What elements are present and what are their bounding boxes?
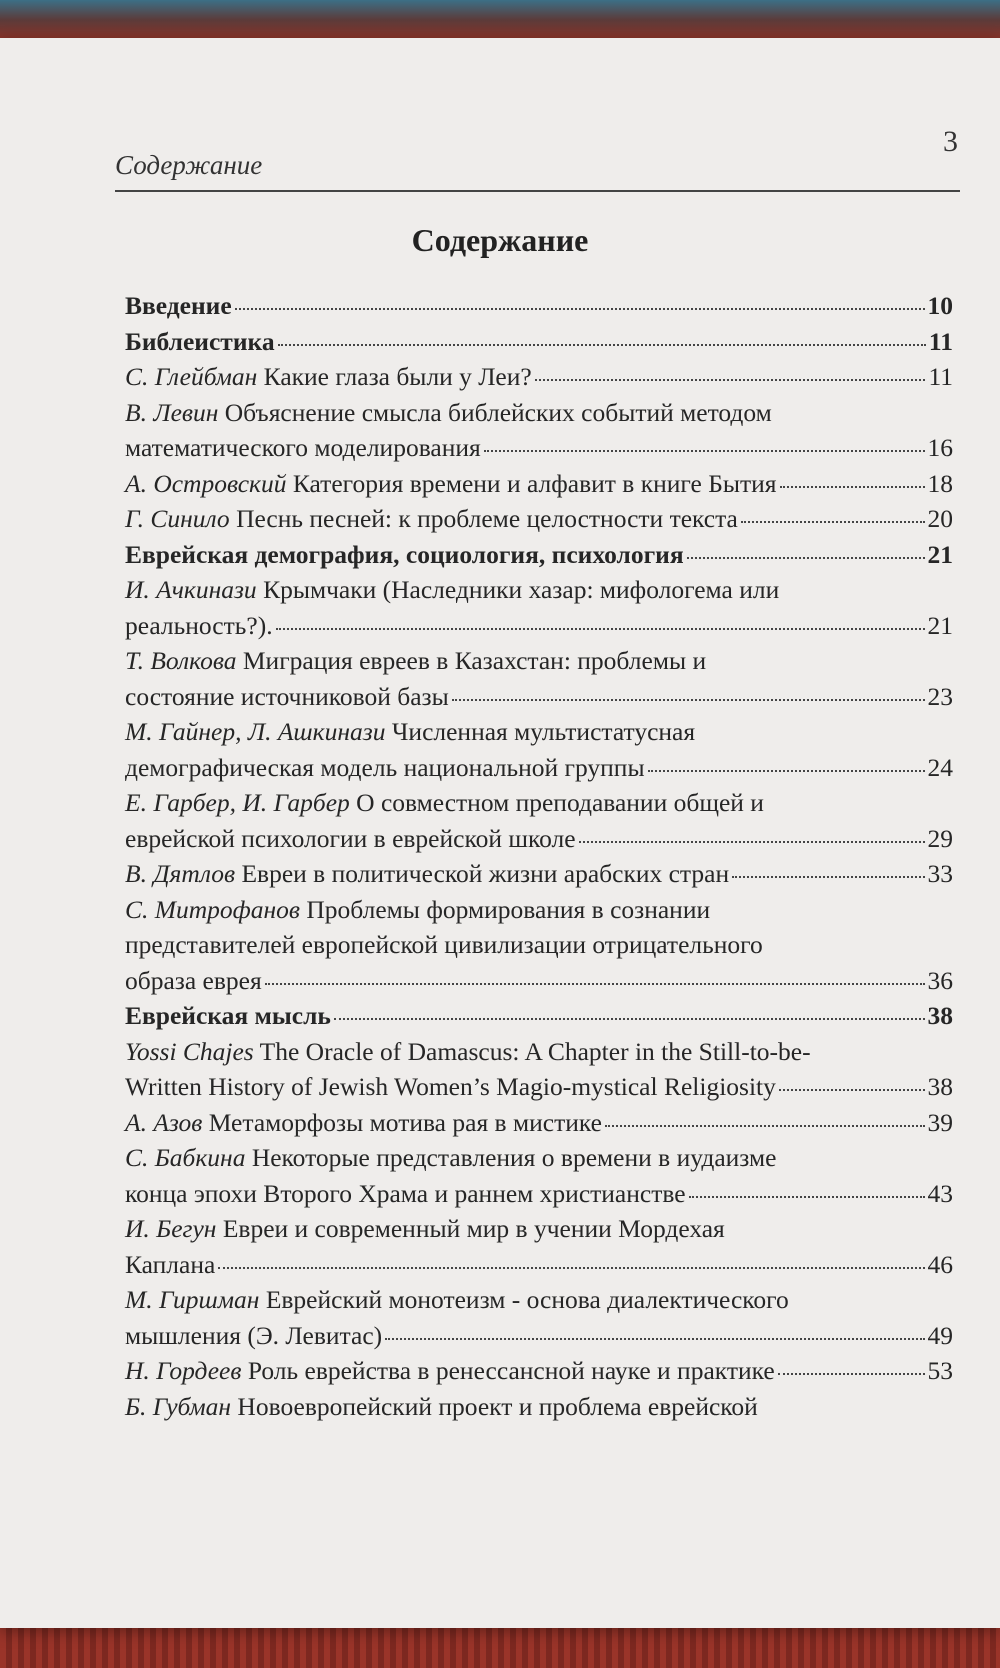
entry-page-number: 39 — [927, 1107, 953, 1137]
entry-title: Численная мультистатусная — [391, 717, 696, 746]
dot-leader — [484, 450, 925, 452]
toc-line — [125, 750, 953, 786]
toc-line-text — [125, 359, 532, 395]
toc-line — [125, 927, 953, 963]
dot-leader — [687, 557, 925, 559]
entry-title: Еврейская демография, социология, психология — [125, 539, 684, 569]
entry-title: реальность?). — [125, 610, 273, 640]
entry-title: Еврейский монотеизм - основа диалектического — [265, 1285, 789, 1314]
toc-line — [125, 537, 953, 573]
entry-title: конца эпохи Второго Храма и раннем христианстве — [125, 1178, 686, 1208]
entry-title: Проблемы формирования в сознании — [306, 894, 711, 924]
author-name: И. Ачкинази — [125, 575, 257, 604]
entry-page-number: 29 — [927, 823, 953, 853]
toc-line — [125, 785, 953, 821]
toc-line-text — [125, 537, 684, 573]
author-name: Н. Гордеев — [125, 1356, 242, 1385]
author-name: С. Митрофанов — [125, 894, 300, 924]
author-name: С. Глейбман — [125, 362, 258, 391]
toc-line — [125, 608, 953, 644]
dot-leader — [265, 983, 925, 985]
toc-line-text — [125, 1105, 602, 1141]
entry-title: Метаморфозы мотива рая в мистике — [208, 1107, 602, 1137]
entry-title: мышления (Э. Левитас) — [125, 1320, 383, 1350]
entry-title: Библеистика — [125, 326, 275, 356]
toc-entry — [125, 501, 953, 537]
dot-leader — [780, 486, 925, 488]
entry-page-number: 38 — [927, 1072, 953, 1101]
dot-leader — [218, 1267, 924, 1269]
entry-title: Введение — [125, 291, 232, 320]
toc-entry — [125, 466, 953, 502]
toc-line — [125, 1318, 953, 1354]
page-number: 3 — [943, 125, 958, 158]
author-name: Т. Волкова — [125, 646, 237, 675]
entry-title: Объяснение смысла библейских событий методом — [224, 397, 772, 427]
entry-title: Еврейская мысль — [125, 1001, 331, 1030]
header-rule — [115, 190, 960, 192]
entry-title: Written History of Jewish Women’s Magio-mystical Religiosity — [125, 1072, 776, 1101]
entry-page-number: 18 — [927, 468, 953, 498]
toc-line — [125, 679, 953, 715]
dot-leader — [535, 379, 926, 381]
toc-line — [125, 1353, 953, 1389]
dot-leader — [385, 1338, 924, 1340]
dot-leader — [579, 841, 925, 843]
entry-page-number: 21 — [927, 610, 953, 640]
dot-leader — [334, 1018, 925, 1020]
toc-line — [125, 1034, 953, 1070]
entry-title: состояние источниковой базы — [125, 681, 449, 711]
entry-page-number: 36 — [927, 965, 953, 995]
dot-leader — [732, 876, 924, 878]
toc-section — [125, 998, 953, 1034]
toc-line-text — [125, 1247, 215, 1283]
toc-line-text — [125, 1389, 758, 1425]
toc-line-text — [125, 1034, 811, 1070]
toc-line-text — [125, 466, 777, 502]
entry-title: Евреи в политической жизни арабских стран — [241, 859, 730, 888]
toc-line — [125, 501, 953, 537]
toc-line — [125, 643, 953, 679]
dot-leader — [779, 1089, 925, 1091]
entry-page-number: 33 — [927, 859, 953, 888]
entry-title: Евреи и современный мир в учении Мордехая — [222, 1214, 725, 1243]
author-name: Е. Гарбер, И. Гарбер — [125, 788, 350, 817]
entry-page-number: 24 — [927, 752, 953, 782]
entry-title: Каплана — [125, 1249, 216, 1279]
author-name: В. Дятлов — [125, 859, 236, 888]
dot-leader — [605, 1125, 925, 1127]
entry-title: еврейской психологии в еврейской школе — [125, 823, 576, 853]
entry-page-number: 10 — [927, 291, 953, 320]
toc-entry — [125, 1105, 953, 1141]
toc-line — [125, 1282, 953, 1318]
toc-line-text — [125, 1318, 382, 1354]
toc-line — [125, 1247, 953, 1283]
toc-entry — [125, 395, 953, 466]
entry-page-number: 53 — [927, 1356, 953, 1385]
toc-line — [125, 1140, 953, 1176]
toc-entry — [125, 643, 953, 714]
toc-line — [125, 395, 953, 431]
dot-leader — [741, 521, 925, 523]
toc-line-text — [125, 608, 273, 644]
toc-line-text — [125, 430, 481, 466]
toc-entry — [125, 785, 953, 856]
entry-title: Некоторые представления о времени в иудаизме — [251, 1143, 777, 1172]
toc-entry — [125, 1389, 953, 1425]
dot-leader — [689, 1196, 925, 1198]
toc-line — [125, 821, 953, 857]
toc-line — [125, 466, 953, 502]
toc-line-text — [125, 821, 576, 857]
toc-entry — [125, 856, 953, 892]
dot-leader — [648, 770, 925, 772]
author-name: Б. Губман — [125, 1391, 232, 1421]
entry-title: Роль еврейства в ренессансной науке и практике — [247, 1356, 775, 1385]
entry-page-number: 11 — [928, 326, 953, 356]
toc-entry — [125, 572, 953, 643]
toc-entry — [125, 1211, 953, 1282]
dot-leader — [235, 308, 925, 310]
entry-page-number: 49 — [927, 1320, 953, 1350]
toc-line-text — [125, 1140, 776, 1176]
author-name: А. Азов — [125, 1107, 203, 1137]
author-name: А. Островский — [125, 468, 287, 498]
toc-line-text — [125, 643, 706, 679]
toc-entry — [125, 359, 953, 395]
toc-entry — [125, 1140, 953, 1211]
toc-entry — [125, 892, 953, 999]
toc-line-text — [125, 679, 449, 715]
author-name: С. Бабкина — [125, 1143, 246, 1172]
toc-line — [125, 572, 953, 608]
entry-page-number: 38 — [927, 1001, 953, 1030]
toc-entry — [125, 1353, 953, 1389]
toc-line — [125, 714, 953, 750]
table-of-contents — [125, 288, 953, 1424]
author-name: Yossi Chajes — [125, 1036, 254, 1066]
toc-line-text — [125, 324, 275, 360]
entry-title: The Oracle of Damascus: A Chapter in the Still-to-be- — [259, 1036, 811, 1066]
entry-title: демографическая модель национальной группы — [125, 752, 645, 782]
author-name: В. Левин — [125, 397, 219, 427]
author-name: М. Гайнер, Л. Ашкинази — [125, 717, 386, 746]
toc-section — [125, 537, 953, 573]
entry-title: образа еврея — [125, 965, 262, 995]
entry-page-number: 23 — [927, 681, 953, 711]
entry-page-number: 16 — [927, 433, 953, 462]
toc-line-text — [125, 750, 645, 786]
running-head: Содержание — [115, 150, 263, 180]
toc-line-text — [125, 1069, 776, 1105]
toc-line-text — [125, 714, 695, 750]
toc-line-text — [125, 785, 764, 821]
toc-line-text — [125, 572, 779, 608]
toc-line — [125, 430, 953, 466]
toc-line — [125, 856, 953, 892]
toc-line — [125, 1211, 953, 1247]
entry-page-number: 11 — [928, 362, 953, 391]
toc-line — [125, 998, 953, 1034]
toc-line-text — [125, 1353, 775, 1389]
toc-line-text — [125, 395, 772, 431]
toc-title: Содержание — [411, 222, 589, 258]
toc-line-text — [125, 998, 331, 1034]
author-name: Г. Синило — [125, 504, 230, 533]
toc-line-text — [125, 892, 710, 928]
entry-title: Новоевропейский проект и проблема еврейской — [237, 1391, 758, 1421]
toc-line-text — [125, 856, 729, 892]
toc-line-text — [125, 501, 738, 537]
toc-line-text — [125, 288, 232, 324]
toc-entry — [125, 714, 953, 785]
author-name: И. Бегун — [125, 1214, 217, 1243]
entry-title: Крымчаки (Наследники хазар: мифологема или — [263, 575, 780, 604]
toc-line-text — [125, 1282, 789, 1318]
toc-line-text — [125, 1211, 725, 1247]
dot-leader — [276, 628, 925, 630]
toc-entry — [125, 1282, 953, 1353]
toc-line — [125, 359, 953, 395]
entry-title: О совместном преподавании общей и — [356, 788, 764, 817]
toc-section — [125, 324, 953, 360]
dot-leader — [278, 344, 926, 346]
toc-line — [125, 288, 953, 324]
entry-page-number: 21 — [927, 539, 953, 569]
entry-title: Песнь песней: к проблеме целостности текста — [236, 504, 738, 533]
dot-leader — [452, 699, 925, 701]
toc-line — [125, 1389, 953, 1425]
entry-title: математического моделирования — [125, 433, 481, 462]
toc-line — [125, 1105, 953, 1141]
toc-line — [125, 1176, 953, 1212]
author-name: М. Гиршман — [125, 1285, 260, 1314]
toc-line-text — [125, 963, 262, 999]
dot-leader — [778, 1373, 925, 1375]
entry-page-number: 43 — [927, 1178, 953, 1208]
toc-entry — [125, 1034, 953, 1105]
entry-title: Категория времени и алфавит в книге Бытия — [292, 468, 777, 498]
toc-line-text — [125, 927, 763, 963]
entry-title: представителей европейской цивилизации отрицательного — [125, 930, 763, 959]
toc-line — [125, 324, 953, 360]
toc-section — [125, 288, 953, 324]
toc-line-text — [125, 1176, 686, 1212]
toc-line — [125, 963, 953, 999]
toc-line — [125, 892, 953, 928]
entry-page-number: 46 — [927, 1249, 953, 1279]
entry-title: Миграция евреев в Казахстан: проблемы и — [242, 646, 707, 675]
toc-line — [125, 1069, 953, 1105]
entry-page-number: 20 — [927, 504, 953, 533]
entry-title: Какие глаза были у Леи? — [263, 362, 532, 391]
